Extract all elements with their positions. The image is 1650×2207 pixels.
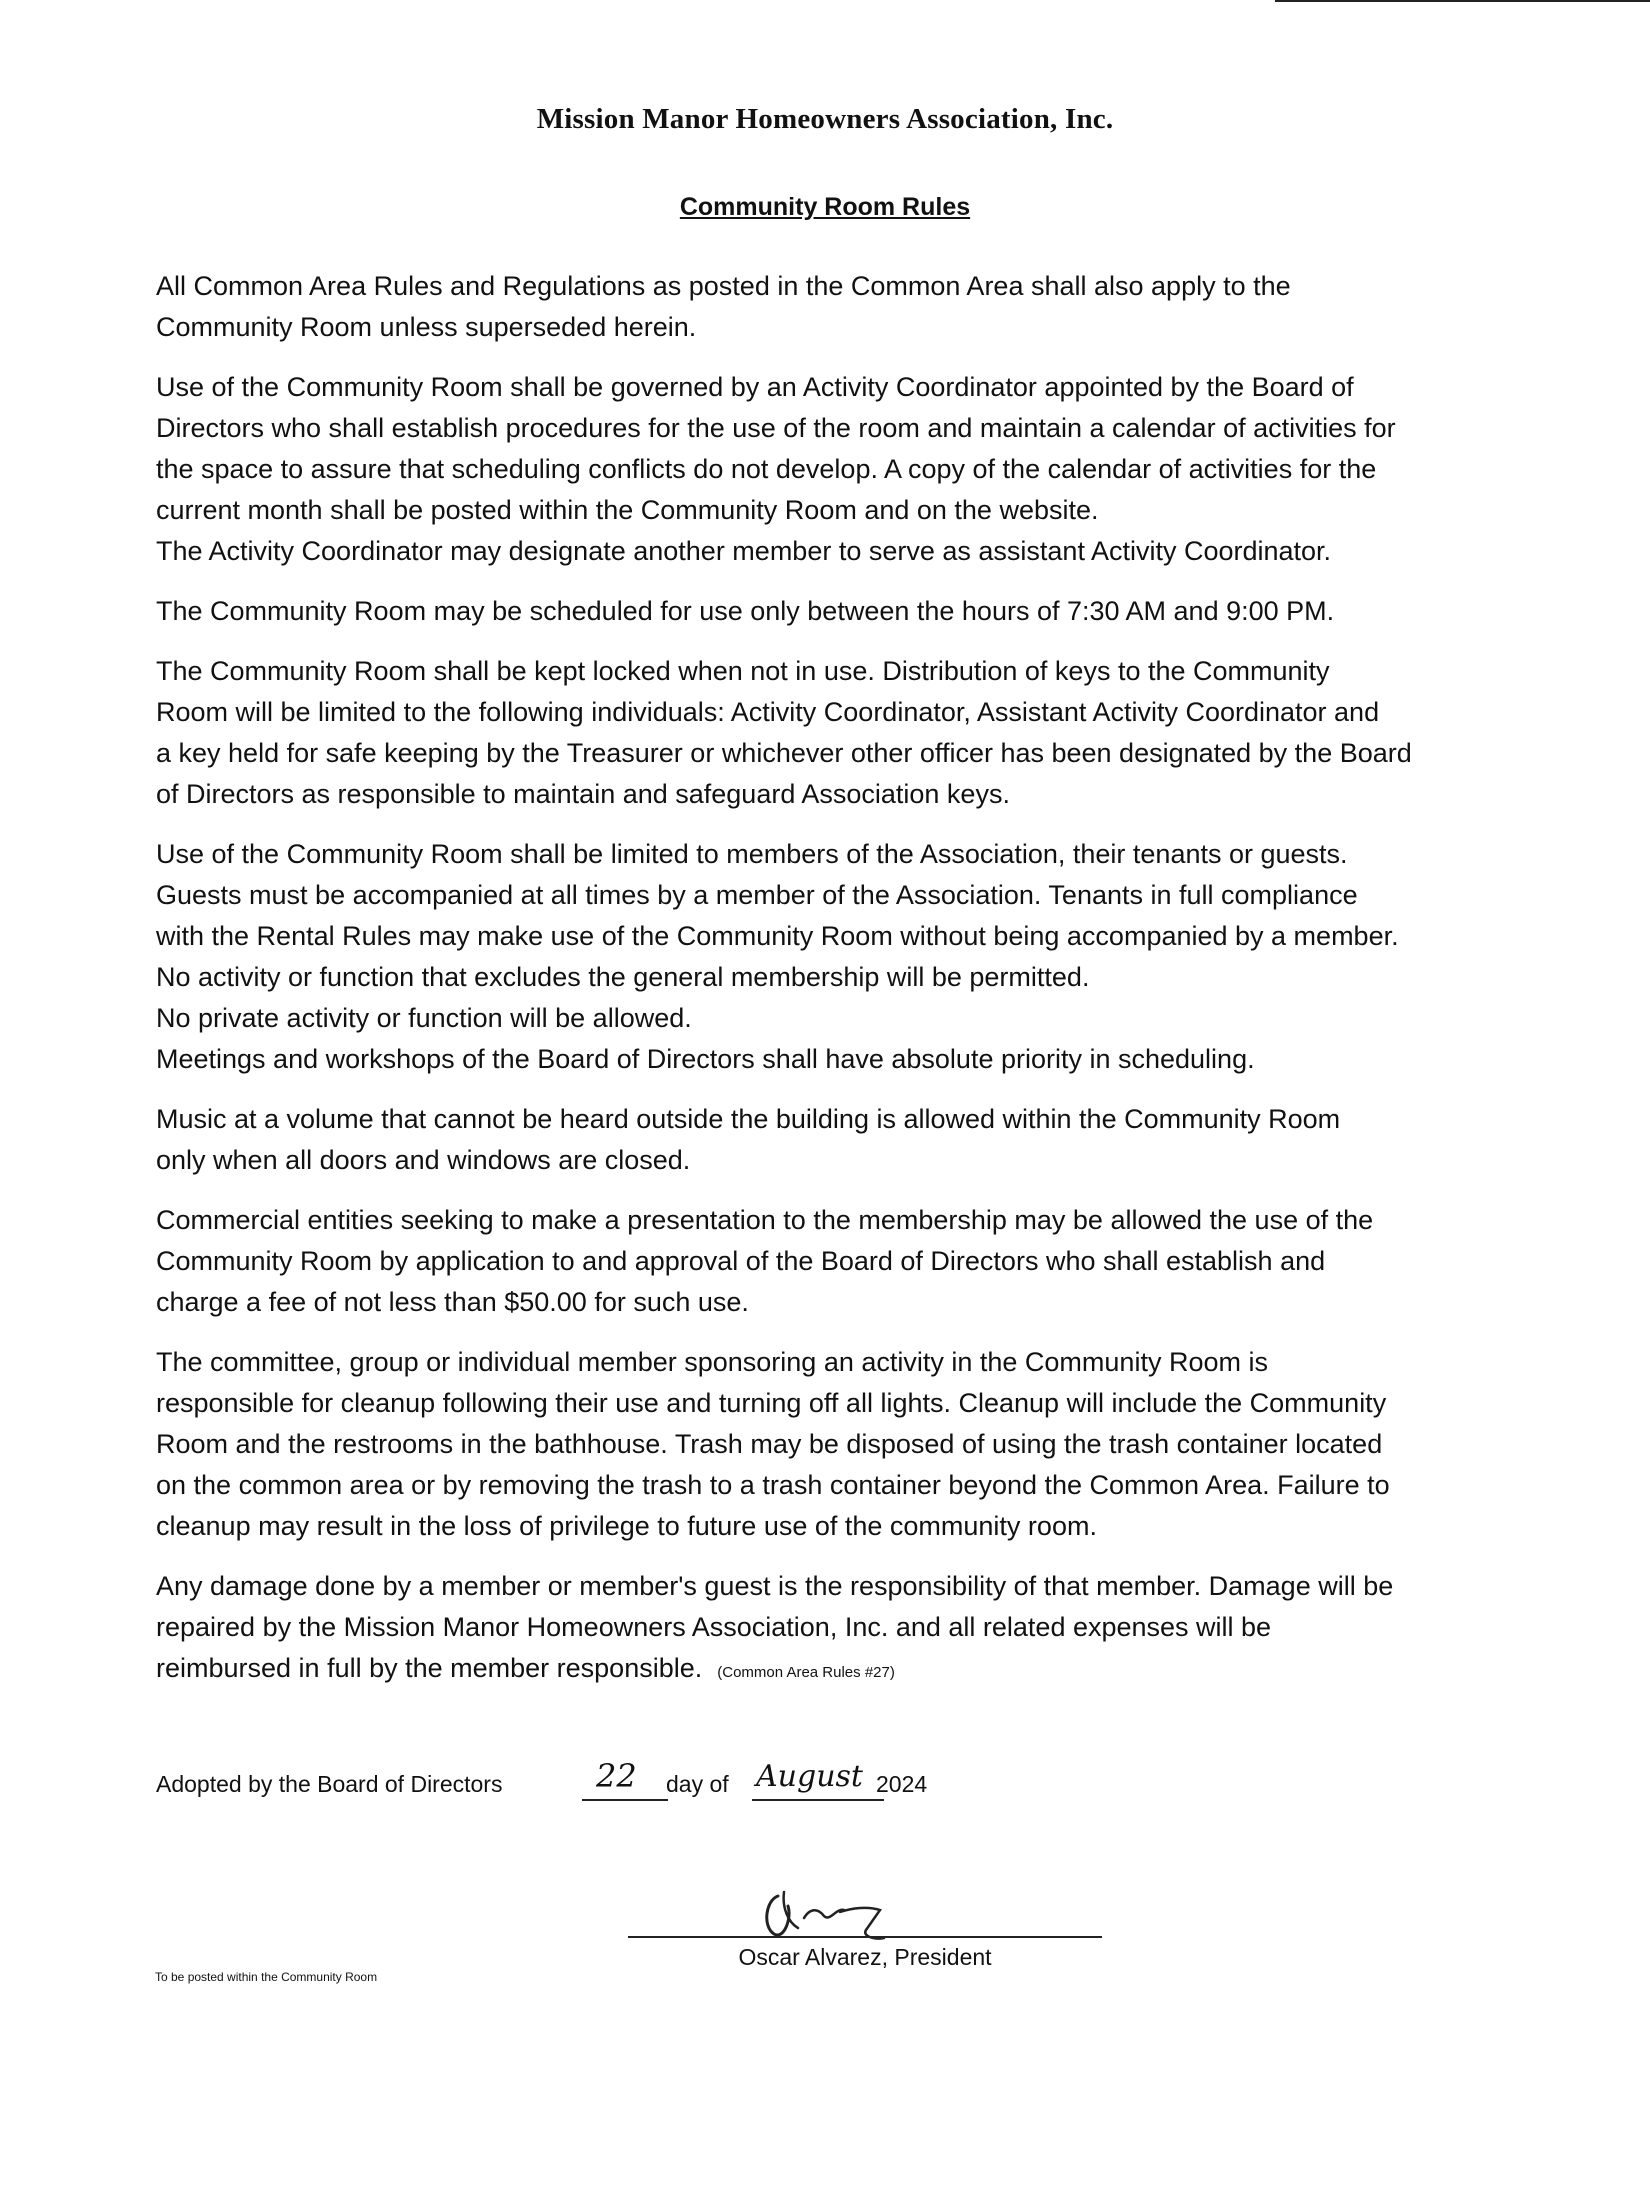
rule-line: The Community Room shall be kept locked when not in use. Distribution of keys to the Community (156, 656, 1330, 686)
rule-line: Any damage done by a member or member's guest is the responsibility of that member. Damage will be (156, 1571, 1394, 1601)
signature-line (628, 1936, 1102, 1938)
handwritten-day: 22 (596, 1757, 637, 1795)
adoption-line (156, 1757, 1356, 1823)
rule-paragraph (156, 1566, 1586, 1693)
rule-line: No activity or function that excludes the general membership will be permitted. (156, 962, 1090, 992)
signatory-name: Oscar Alvarez, President (738, 1944, 992, 1970)
rule-line: with the Rental Rules may make use of the Community Room without being accompanied by a member. (156, 921, 1399, 951)
rule-line-with-note (156, 1648, 1586, 1693)
rule-line: cleanup may result in the loss of privilege to future use of the community room. (156, 1511, 1097, 1541)
rules-body (156, 266, 1586, 1712)
rule-line: repaired by the Mission Manor Homeowners Association, Inc. and all related expenses will be (156, 1612, 1272, 1642)
rule-line: of Directors as responsible to maintain and safeguard Association keys. (156, 779, 1010, 809)
top-edge-rule (1275, 0, 1650, 2)
rule-paragraph (156, 591, 1586, 632)
rule-line: current month shall be posted within the Community Room and on the website. (156, 495, 1099, 525)
rule-line: No private activity or function will be allowed. (156, 1003, 692, 1033)
day-of-label: day of (666, 1771, 729, 1797)
rule-paragraph (156, 834, 1586, 1080)
rule-line: a key held for safe keeping by the Treasurer or whichever other officer has been designated by the Board (156, 738, 1412, 768)
rule-line: Meetings and workshops of the Board of Directors shall have absolute priority in scheduling. (156, 1044, 1255, 1074)
rule-line: Music at a volume that cannot be heard outside the building is allowed within the Community Room (156, 1104, 1341, 1134)
rule-line: Use of the Community Room shall be limited to members of the Association, their tenants or guests. (156, 839, 1348, 869)
rule-line: The committee, group or individual member sponsoring an activity in the Community Room is (156, 1347, 1268, 1377)
rule-paragraph (156, 266, 1586, 348)
rule-paragraph (156, 651, 1586, 815)
rule-line: The Community Room may be scheduled for use only between the hours of 7:30 AM and 9:00 PM. (156, 596, 1335, 626)
rule-line: the space to assure that scheduling conflicts do not develop. A copy of the calendar of activities for the (156, 454, 1377, 484)
rule-paragraph (156, 1099, 1586, 1181)
rule-line: Community Room by application to and approval of the Board of Directors who shall establish and (156, 1246, 1326, 1276)
rule-line: charge a fee of not less than $50.00 for such use. (156, 1287, 749, 1317)
page-title: Mission Manor Homeowners Association, Inc. (536, 103, 1114, 135)
rule-paragraph (156, 367, 1586, 572)
adoption-year: 2024 (876, 1771, 928, 1797)
rule-paragraph (156, 1200, 1586, 1323)
rule-line: Room and the restrooms in the bathhouse. Trash may be disposed of using the trash container located (156, 1429, 1383, 1459)
rule-line: All Common Area Rules and Regulations as posted in the Common Area shall also apply to the (156, 271, 1291, 301)
rule-line: Community Room unless superseded herein. (156, 312, 697, 342)
posting-note: To be posted within the Community Room (155, 1970, 378, 1984)
rule-paragraph (156, 1342, 1586, 1547)
rule-line: The Activity Coordinator may designate another member to serve as assistant Activity Coordinator. (156, 536, 1332, 566)
document-subtitle: Community Room Rules (679, 193, 971, 221)
rule-line: Commercial entities seeking to make a presentation to the membership may be allowed the use of the (156, 1205, 1374, 1235)
rule-line: Room will be limited to the following individuals: Activity Coordinator, Assistant Activity Coordinator and (156, 697, 1380, 727)
handwritten-month: August (756, 1759, 863, 1794)
rule-line: responsible for cleanup following their use and turning off all lights. Cleanup will include the Community (156, 1388, 1387, 1418)
rule-reference-note: (Common Area Rules #27) (717, 1664, 895, 1681)
signature-block (628, 1878, 1102, 1988)
rule-line: Guests must be accompanied at all times by a member of the Association. Tenants in full compliance (156, 880, 1358, 910)
rule-line: reimbursed in full by the member responsible. (156, 1653, 703, 1683)
rule-line: on the common area or by removing the trash to a trash container beyond the Common Area. Failure to (156, 1470, 1390, 1500)
rule-line: only when all doors and windows are closed. (156, 1145, 691, 1175)
rule-line: Directors who shall establish procedures for the use of the room and maintain a calendar of activities for (156, 413, 1396, 443)
adoption-label: Adopted by the Board of Directors (156, 1771, 503, 1797)
rule-line: Use of the Community Room shall be governed by an Activity Coordinator appointed by the Board of (156, 372, 1354, 402)
